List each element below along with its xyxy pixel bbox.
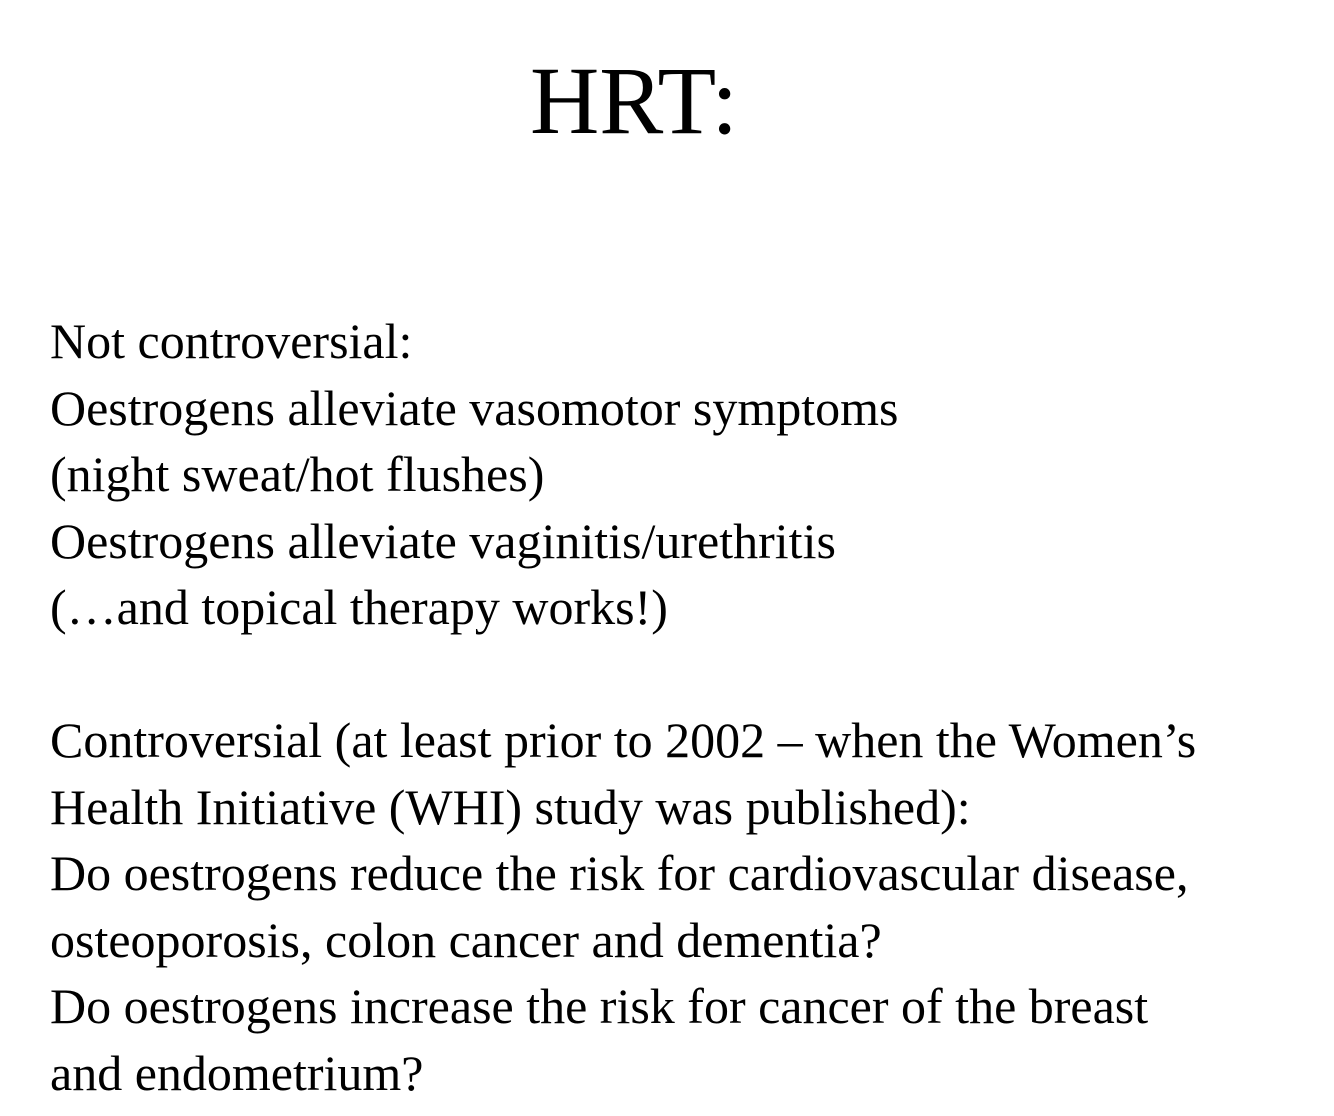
body-line: and endometrium? xyxy=(50,1044,424,1101)
body-line: Do oestrogens reduce the risk for cardiovascular disease, xyxy=(50,845,1189,901)
body-line: (…and topical therapy works!) xyxy=(50,579,668,635)
not-controversial-heading: Not controversial: xyxy=(50,313,413,369)
controversial-heading-line: Health Initiative (WHI) study was published): xyxy=(50,778,971,835)
slide-body xyxy=(50,308,1330,1106)
controversial-heading-line: Controversial (at least prior to 2002 – when the Women’s xyxy=(50,712,1197,768)
body-line: (night sweat/hot flushes) xyxy=(50,446,545,502)
body-line: Oestrogens alleviate vaginitis/urethritis xyxy=(50,512,836,569)
body-line: Oestrogens alleviate vasomotor symptoms xyxy=(50,379,899,436)
slide-title: HRT: xyxy=(529,47,739,154)
body-line: Do oestrogens increase the risk for cancer of the breast xyxy=(50,978,1149,1034)
paragraph-spacer xyxy=(50,641,1330,708)
body-line: osteoporosis, colon cancer and dementia? xyxy=(50,911,882,968)
